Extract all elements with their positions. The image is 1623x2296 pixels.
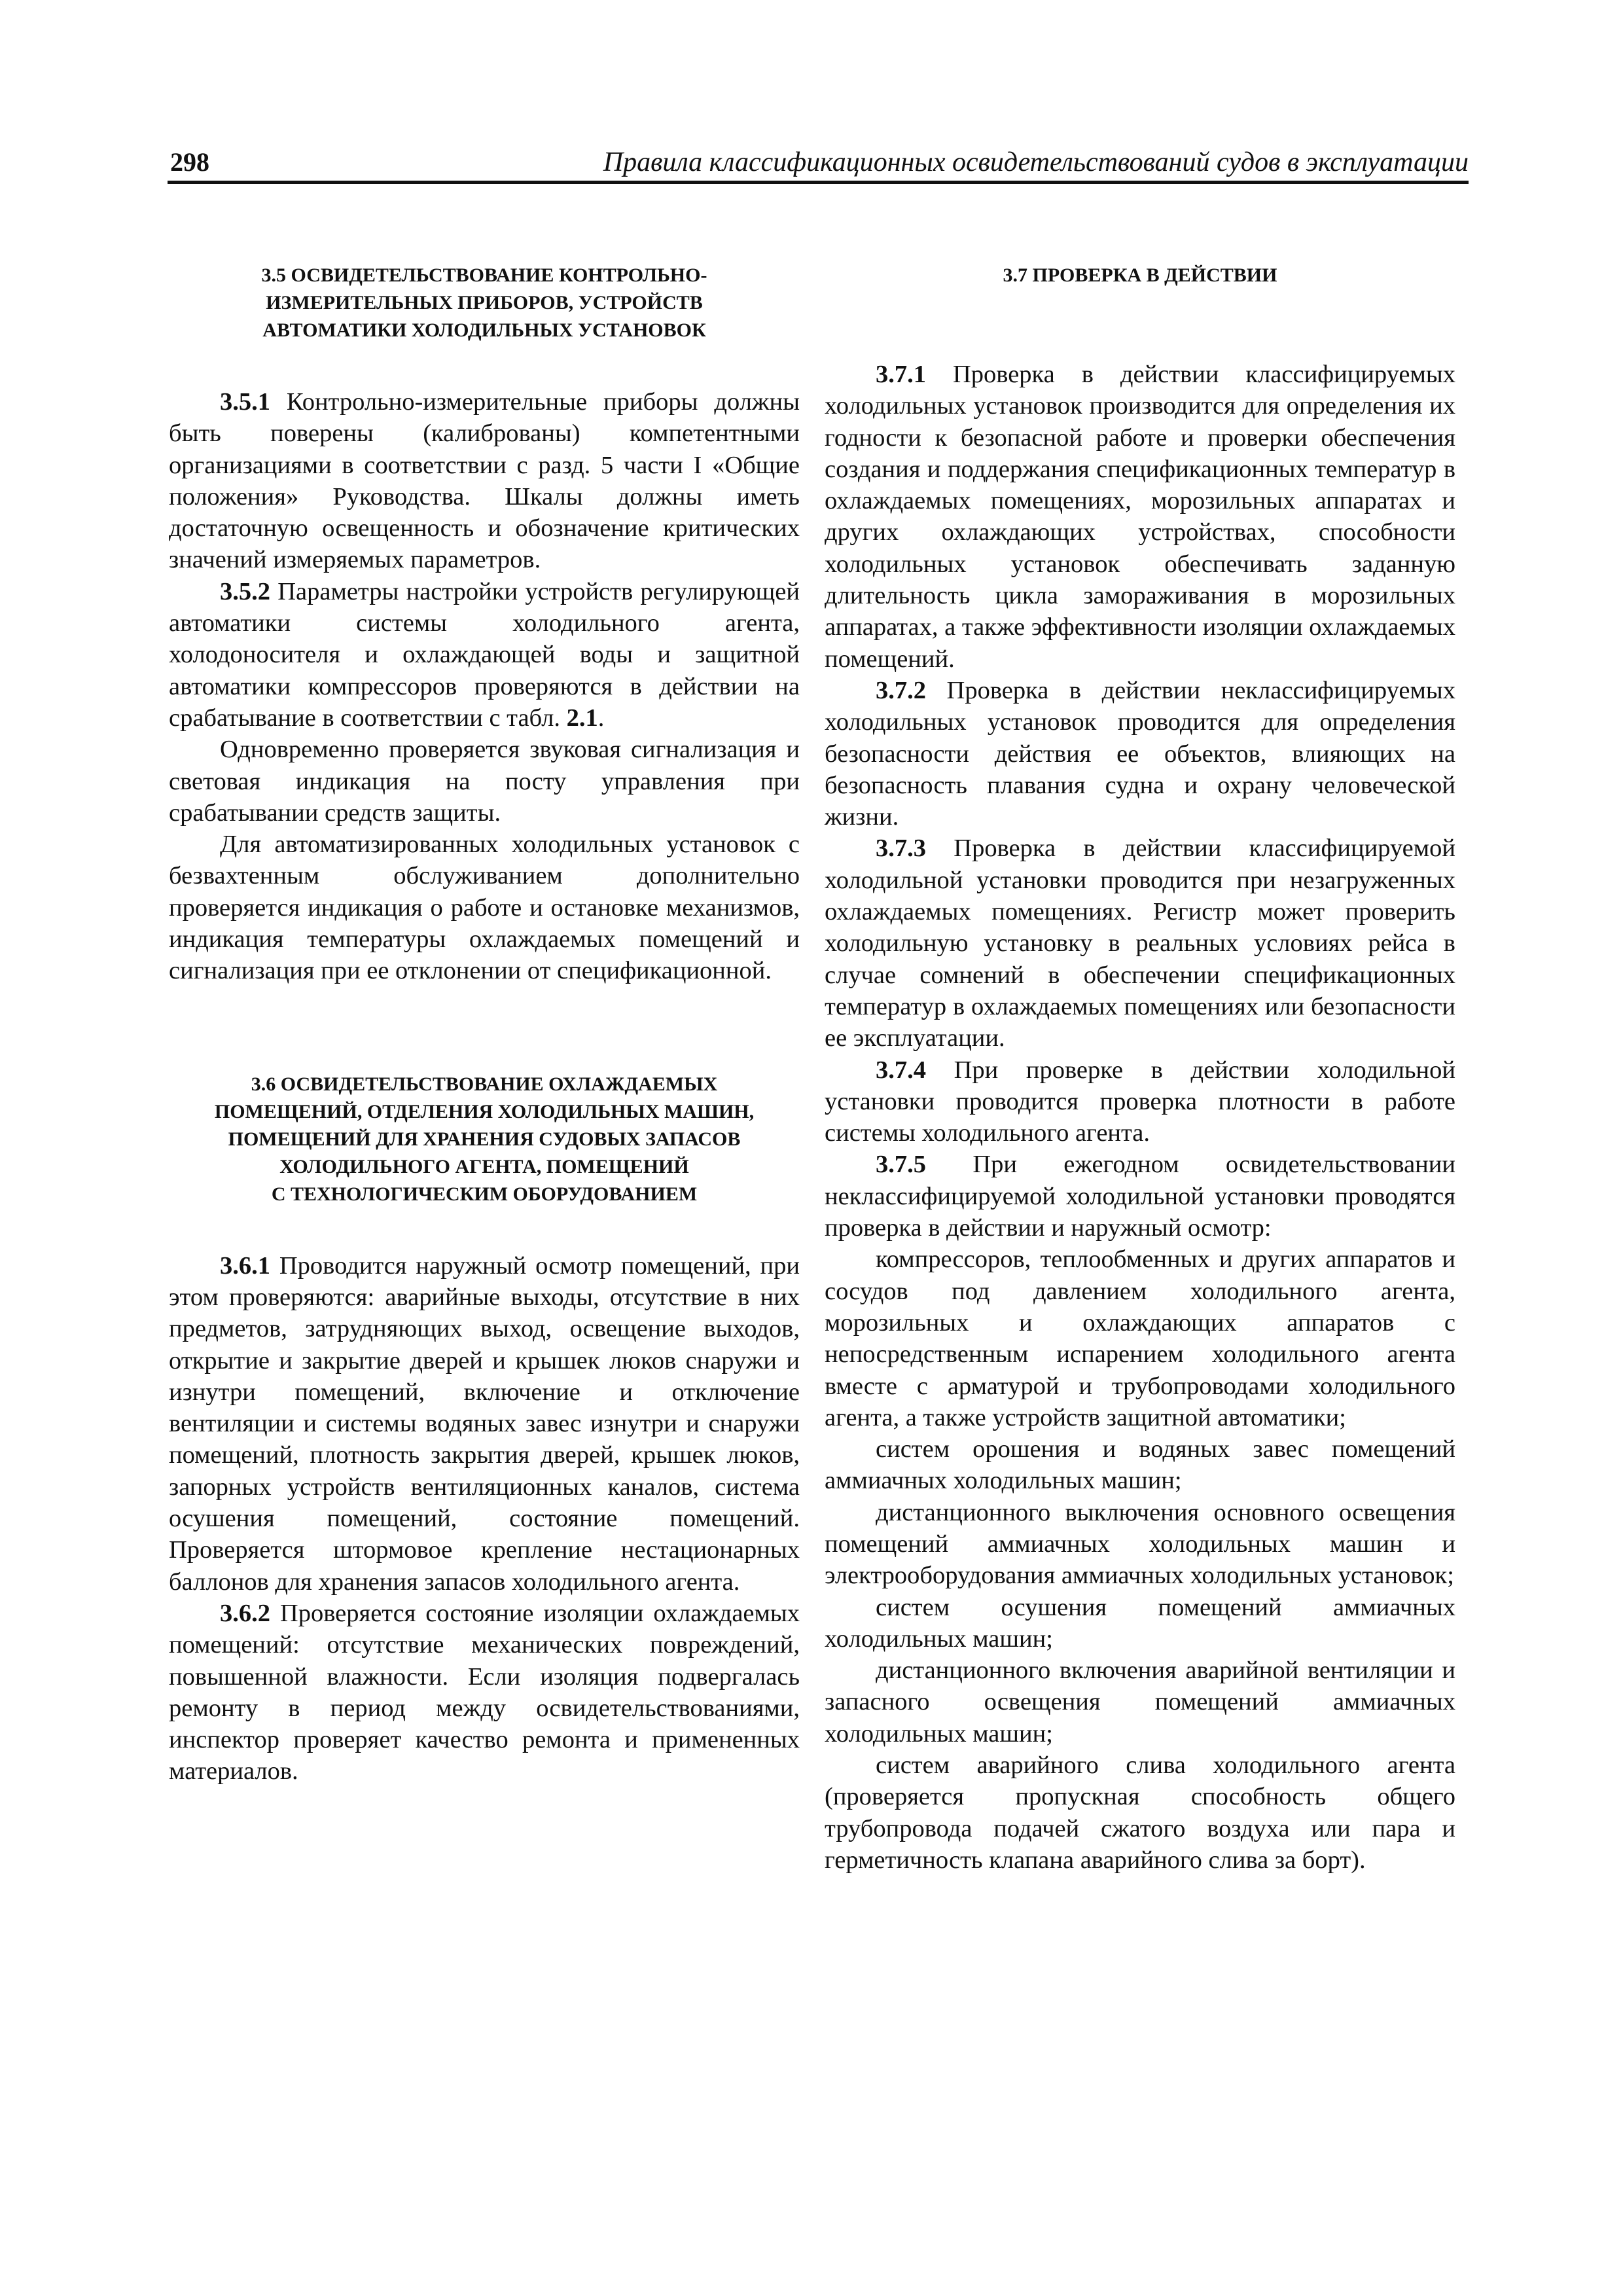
paragraph-3-7-5: 3.7.5 При ежегодном освидетельствовании неклассифицируемой холодильной установки проводятся проверка в действии и наружный осмотр:: [825, 1151, 1455, 1242]
right-column: [825, 262, 1455, 1876]
paragraph-3-7-2: 3.7.2 Проверка в действии неклассифицируемых холодильных установок проводится для определения безопасности действия ее объектов, влияющих на безопасность плавания судна и охрану человеческой жизни.: [825, 676, 1455, 831]
list-item-emergency-drain: систем аварийного слива холодильного агента (проверяется пропускная способность общего трубопровода подачей сжатого воздуха или пара и герметичность клапана аварийного слива за борт).: [825, 1751, 1455, 1874]
paragraph-3-5-signal: Одновременно проверяется звуковая сигнализация и световая индикация на посту управления при срабатывании средств защиты.: [169, 736, 800, 827]
list-item-compressors: компрессоров, теплообменных и других аппаратов и сосудов под давлением холодильного агента, морозильных и охлаждающих аппаратов с непосредственным испарением холодильного агента вместе с арматурой и трубопроводами холодильного агента, а также устройств защитной автоматики;: [825, 1246, 1455, 1431]
list-item-lighting-off: дистанционного выключения основного освещения помещений аммиачных холодильных машин и электрооборудования аммиачных холодильных установок;: [825, 1498, 1455, 1590]
paragraph-3-6-2: 3.6.2 Проверяется состояние изоляции охлаждаемых помещений: отсутствие механических повреждений, повышенной влажности. Если изоляция подвергалась ремонту в период между освидетельствованиями, инспектор проверяет качество ремонта и примененных материалов.: [169, 1599, 800, 1785]
paragraph-3-6-1: 3.6.1 Проводится наружный осмотр помещений, при этом проверяются: аварийные выходы, отсутствие в них предметов, затрудняющих выход, освещение выходов, открытие и закрытие дверей и крышек люков снаружи и изнутри помещений, включение и отключение вентиляции и системы водяных завес изнутри и снаружи помещений, плотность закрытия дверей, крышек люков, запорных устройств вентиляционных каналов, система осушения помещений, состояние помещений. Проверяется штормовое крепление нестационарных баллонов для хранения запасов холодильного агента.: [169, 1251, 800, 1596]
list-item-irrigation: систем орошения и водяных завес помещений аммиачных холодильных машин;: [825, 1435, 1455, 1495]
paragraph-3-7-3: 3.7.3 Проверка в действии классифицируемой холодильной установки проводится при незагруженных охлаждаемых помещениях. Регистр может проверить холодильную установку в реальных условиях рейса в случае сомнений в обеспечении спецификационных температур в охлаждаемых помещениях или безопасности ее эксплуатации.: [825, 834, 1455, 1052]
paragraph-3-5-automated: Для автоматизированных холодильных установок с безвахтенным обслуживанием дополнительно проверяется индикация о работе и остановке механизмов, индикация температуры охлаждаемых помещений и сигнализация при ее отклонении от спецификационной.: [169, 831, 800, 985]
paragraph-3-7-1: 3.7.1 Проверка в действии классифицируемых холодильных установок производится для определения их годности к безопасной работе и проверки обеспечения создания и поддержания спецификационных температур в охлаждаемых помещениях, морозильных аппаратах и других охлаждающих устройствах, способности холодильных установок обеспечивать заданную длительность цикла замораживания в морозильных аппаратах, а также эффективности изоляции охлаждаемых помещений.: [825, 361, 1455, 673]
page-header: [168, 143, 1469, 184]
left-column: [169, 262, 800, 1787]
section-heading-3-5: 3.5 ОСВИДЕТЕЛЬСТВОВАНИЕ КОНТРОЛЬНО- ИЗМЕРИТЕЛЬНЫХ ПРИБОРОВ, УСТРОЙСТВ АВТОМАТИКИ ХОЛОДИЛЬНЫХ УСТАНОВОК: [261, 264, 707, 341]
list-item-drainage: систем осушения помещений аммиачных холодильных машин;: [825, 1593, 1455, 1653]
running-title: Правила классификационных освидетельствований судов в эксплуатации: [603, 147, 1469, 177]
list-item-ventilation: дистанционного включения аварийной вентиляции и запасного освещения помещений аммиачных холодильных машин;: [825, 1657, 1455, 1748]
section-heading-3-7: 3.7 ПРОВЕРКА В ДЕЙСТВИИ: [1003, 264, 1277, 286]
paragraph-3-5-2: 3.5.2 Параметры настройки устройств регулирующей автоматики системы холодильного агента, холодоносителя и охлаждающей воды и защитной автоматики компрессоров проверяются в действии на срабатывание в соответствии с табл. 2.1.: [169, 577, 800, 732]
page-number: 298: [170, 147, 209, 177]
paragraph-3-7-4: 3.7.4 При проверке в действии холодильной установки проводится проверка плотности в работе системы холодильного агента.: [825, 1056, 1455, 1147]
paragraph-3-5-1: 3.5.1 Контрольно-измерительные приборы должны быть поверены (калиброваны) компетентными организациями в соответствии с разд. 5 части I «Общие положения» Руководства. Шкалы должны иметь достаточную освещенность и обозначение критических значений измеряемых параметров.: [169, 388, 800, 574]
section-heading-3-6: 3.6 ОСВИДЕТЕЛЬСТВОВАНИЕ ОХЛАЖДАЕМЫХ ПОМЕЩЕНИЙ, ОТДЕЛЕНИЯ ХОЛОДИЛЬНЫХ МАШИН, ПОМЕЩЕНИЙ ДЛЯ ХРАНЕНИЯ СУДОВЫХ ЗАПАСОВ ХОЛОДИЛЬНОГО АГЕНТА, ПОМЕЩЕНИЙ С ТЕХНОЛОГИЧЕСКИМ ОБОРУДОВАНИЕМ: [214, 1073, 755, 1205]
